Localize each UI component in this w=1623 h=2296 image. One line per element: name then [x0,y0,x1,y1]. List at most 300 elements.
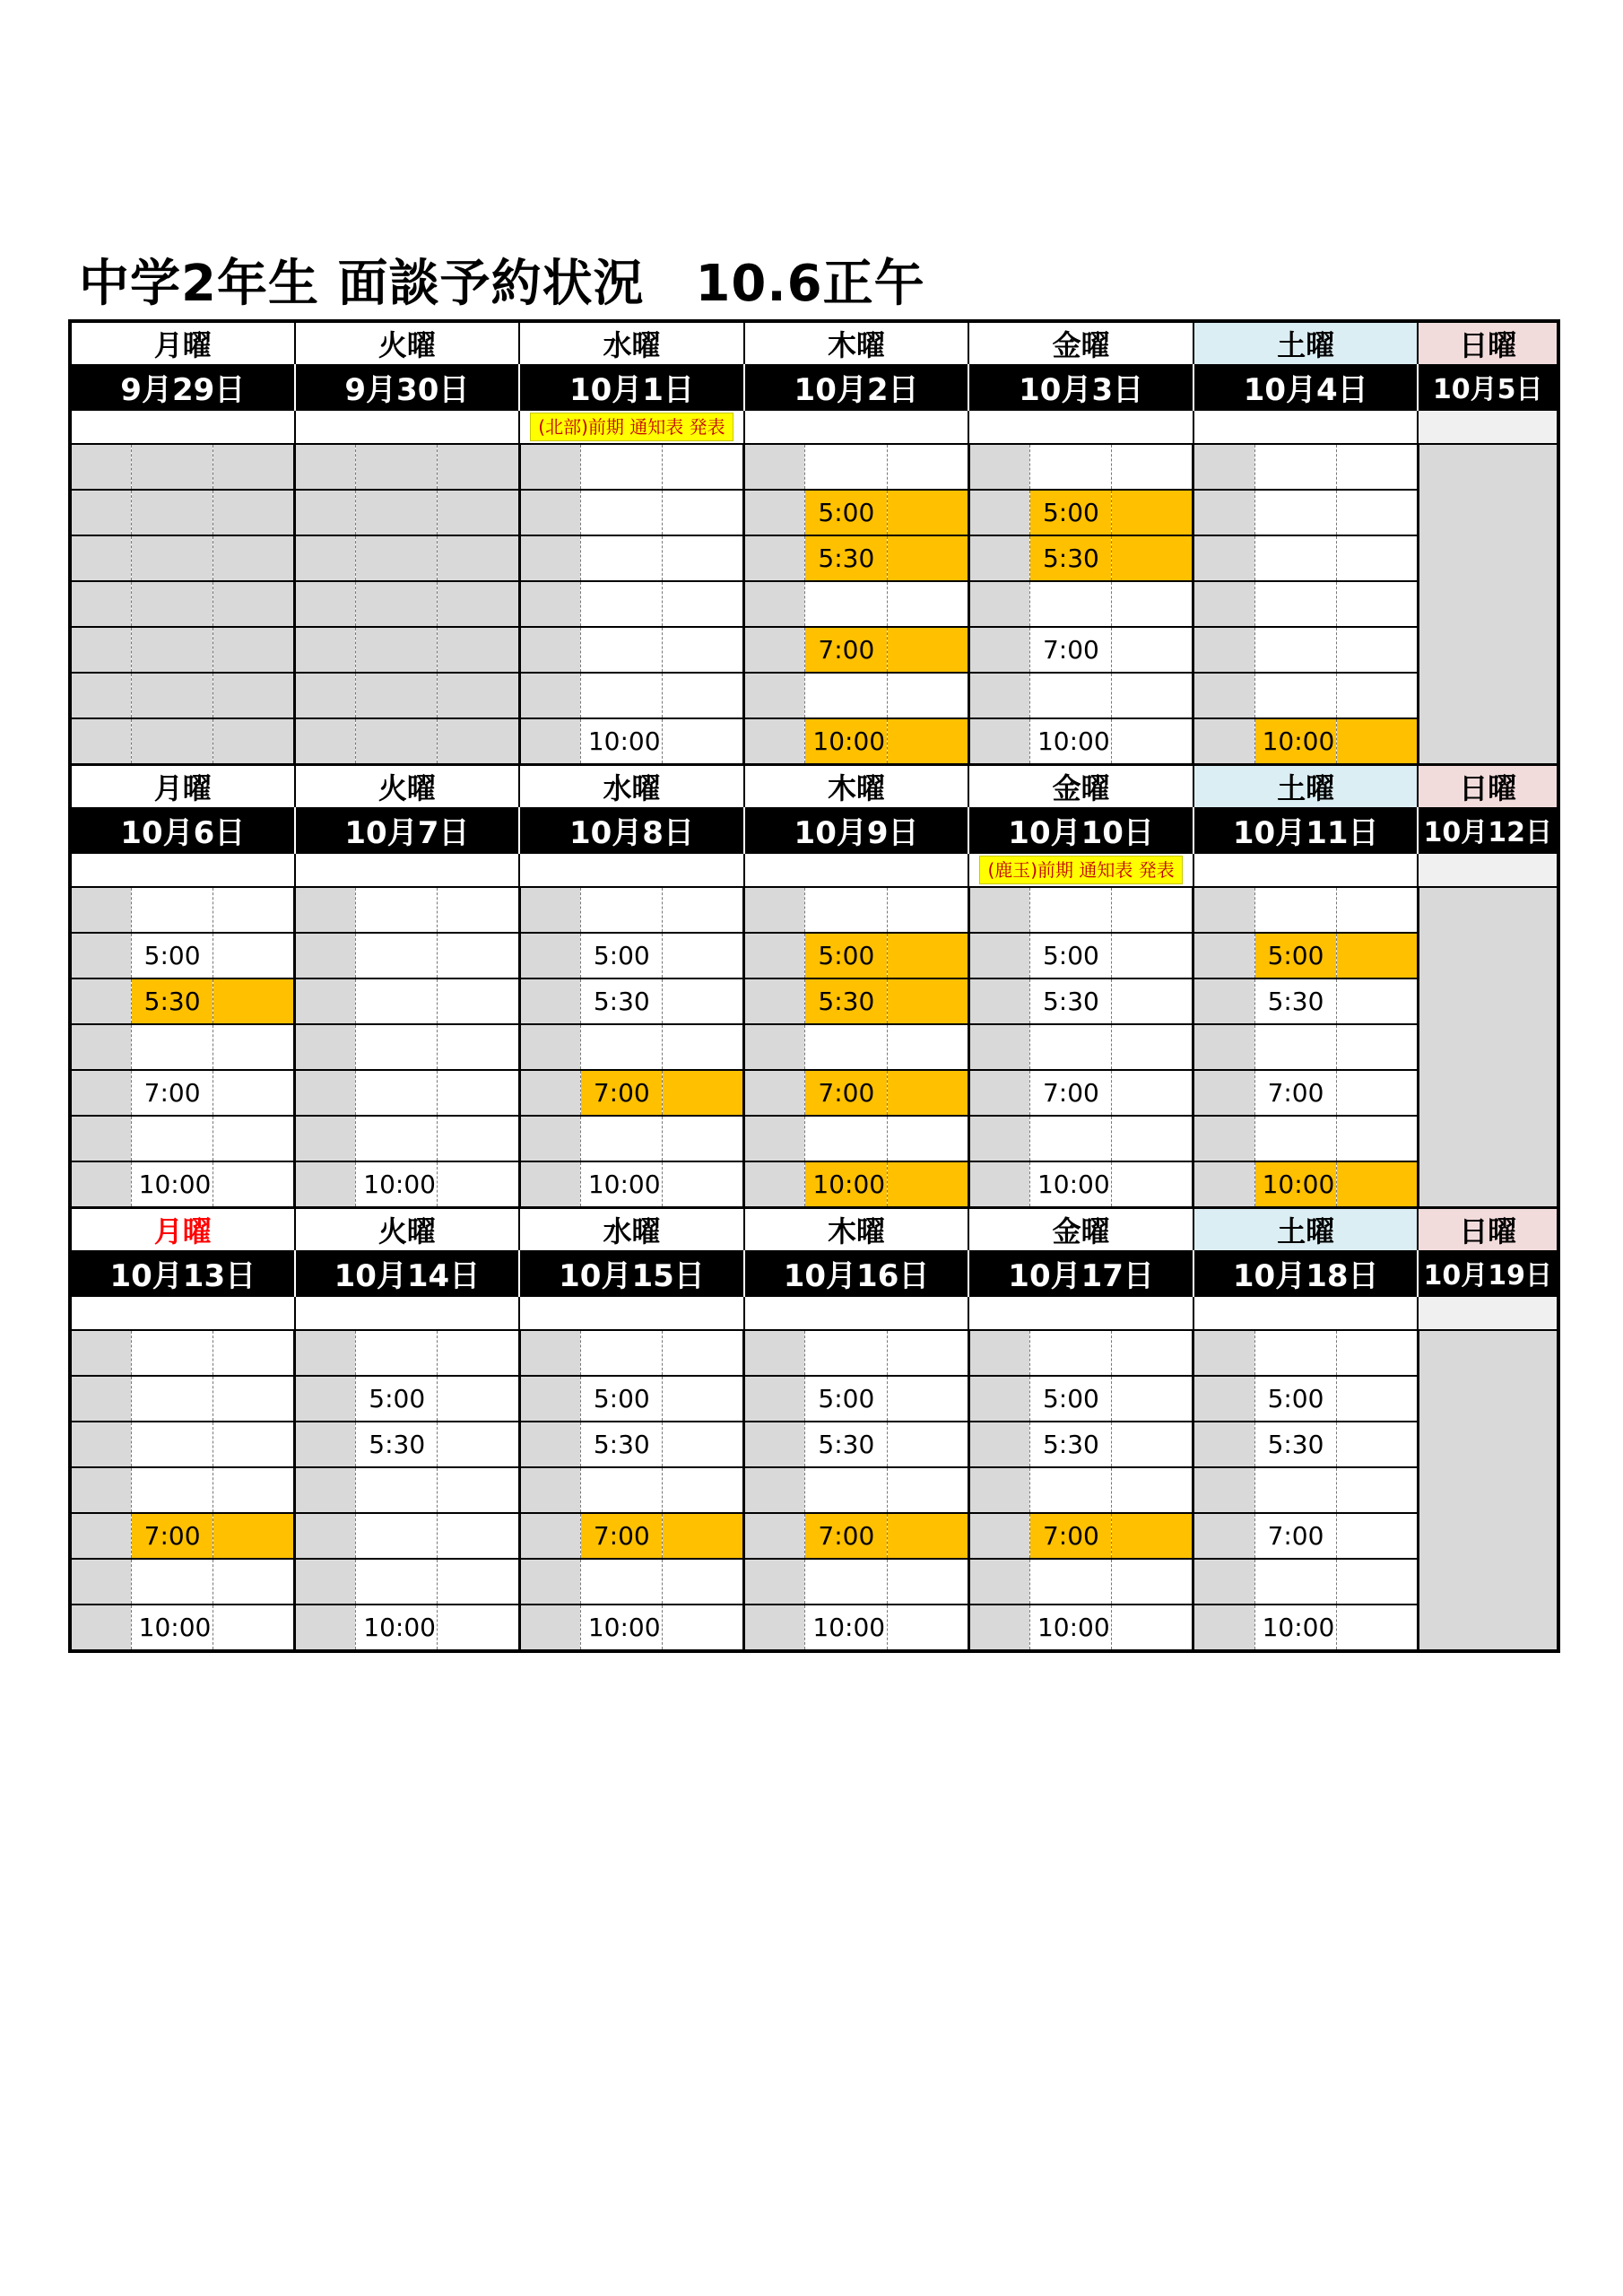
time-slot[interactable] [1254,1559,1336,1605]
blocked-cell [295,933,356,978]
time-slot[interactable]: 7:00 [1029,1070,1111,1116]
blocked-cell [744,1559,805,1605]
slot-extension [1336,535,1418,581]
time-slot[interactable] [131,490,213,535]
date-header-row [70,364,1558,410]
blocked-cell [744,1070,805,1116]
date-header-row [70,807,1558,853]
date-label: 10月15日 [519,1250,744,1296]
time-slot[interactable] [356,718,438,765]
booked-slot[interactable]: 10:00 [1254,1161,1336,1208]
blocked-cell [1193,1513,1254,1559]
time-slot[interactable] [1029,1330,1111,1376]
time-slot[interactable] [131,1376,213,1422]
slot-extension [1112,535,1193,581]
blocked-cell [1193,978,1254,1024]
time-slot[interactable]: 7:00 [1254,1070,1336,1116]
blocked-cell [70,1161,131,1208]
time-slot[interactable] [1029,1116,1111,1161]
blocked-cell [744,978,805,1024]
blocked-cell [744,627,805,673]
note-cell [295,1296,520,1330]
blocked-cell [519,627,580,673]
time-slot[interactable]: 5:00 [580,1376,662,1422]
booked-slot[interactable]: 5:00 [1029,490,1111,535]
time-slot[interactable]: 5:30 [1254,978,1336,1024]
time-slot[interactable]: 5:00 [580,933,662,978]
slot-extension [1112,933,1193,978]
blocked-cell [295,673,356,718]
weekday-label: 水曜 [519,321,744,364]
time-slot[interactable] [131,718,213,765]
time-slot[interactable]: 5:00 [356,1376,438,1422]
time-slot[interactable] [356,673,438,718]
time-slot[interactable] [805,1559,887,1605]
time-slot[interactable] [1254,490,1336,535]
time-slot[interactable] [131,581,213,627]
time-slot[interactable] [356,1024,438,1070]
time-slot[interactable] [805,887,887,933]
note-cell [968,853,1193,887]
slot-extension [1336,1024,1418,1070]
slot-extension [213,1605,294,1651]
time-slot[interactable] [805,444,887,490]
time-slot[interactable] [131,1422,213,1467]
slot-extension [1336,673,1418,718]
blocked-cell [70,1376,131,1422]
time-slot[interactable]: 10:00 [1029,1161,1111,1208]
time-slot[interactable]: 10:00 [1254,1605,1336,1651]
booked-slot[interactable]: 7:00 [1029,1513,1111,1559]
slot-extension [663,718,744,765]
time-slot-row [70,1605,1558,1651]
time-slot[interactable] [805,673,887,718]
time-slot[interactable] [356,978,438,1024]
weekday-label: 木曜 [744,765,969,808]
blocked-cell [968,581,1029,627]
time-slot[interactable] [1254,887,1336,933]
slot-extension [887,1467,968,1513]
time-slot[interactable] [356,444,438,490]
blocked-cell [1193,1161,1254,1208]
slot-extension [438,1161,519,1208]
blocked-cell [744,444,805,490]
blocked-cell [519,933,580,978]
blocked-cell [70,1559,131,1605]
blocked-cell [968,1116,1029,1161]
time-slot[interactable] [1029,887,1111,933]
blocked-cell [295,1330,356,1376]
blocked-cell [1193,627,1254,673]
time-slot[interactable] [356,627,438,673]
booked-slot[interactable]: 10:00 [805,718,887,765]
blocked-cell [519,1376,580,1422]
blocked-cell [744,933,805,978]
booked-slot[interactable]: 5:30 [1029,535,1111,581]
slot-extension [438,581,519,627]
blocked-cell [519,1024,580,1070]
booked-slot[interactable]: 5:30 [131,978,213,1024]
time-slot[interactable]: 10:00 [1029,718,1111,765]
time-slot-row [70,490,1558,535]
time-slot[interactable]: 5:30 [1029,978,1111,1024]
slot-extension [1336,887,1418,933]
blocked-cell [519,1605,580,1651]
slot-extension [887,581,968,627]
time-slot[interactable] [356,1116,438,1161]
booked-slot[interactable]: 5:00 [805,490,887,535]
slot-extension [438,490,519,535]
time-slot[interactable] [356,535,438,581]
slot-extension [1112,1161,1193,1208]
slot-extension [438,933,519,978]
time-slot[interactable] [356,1513,438,1559]
blocked-cell [295,627,356,673]
slot-extension [1112,1116,1193,1161]
slot-extension [887,1116,968,1161]
blocked-cell [968,1024,1029,1070]
blocked-cell [1193,1024,1254,1070]
slot-extension [438,1024,519,1070]
time-slot[interactable] [131,444,213,490]
blocked-cell [70,1024,131,1070]
time-slot[interactable]: 5:30 [805,1422,887,1467]
booked-slot[interactable]: 7:00 [580,1513,662,1559]
date-label: 10月16日 [744,1250,969,1296]
slot-extension [213,1559,294,1605]
time-slot-row [70,1116,1558,1161]
blocked-cell [70,978,131,1024]
slot-extension [213,1070,294,1116]
time-slot[interactable] [805,581,887,627]
time-slot[interactable]: 5:30 [1254,1422,1336,1467]
slot-extension [887,535,968,581]
slot-extension [887,490,968,535]
time-slot[interactable] [1029,1024,1111,1070]
blocked-cell [70,933,131,978]
booked-slot[interactable]: 7:00 [131,1513,213,1559]
sunday-closed-cell [1418,1330,1558,1651]
time-slot[interactable] [580,1330,662,1376]
slot-extension [1336,1422,1418,1467]
weekday-label: 火曜 [295,1208,520,1251]
time-slot[interactable] [1254,444,1336,490]
time-slot[interactable] [580,535,662,581]
time-slot[interactable] [580,1024,662,1070]
blocked-cell [519,490,580,535]
booked-slot[interactable]: 5:30 [805,535,887,581]
note-cell [968,1296,1193,1330]
time-slot[interactable] [580,627,662,673]
booked-slot[interactable]: 7:00 [805,627,887,673]
slot-extension [438,978,519,1024]
time-slot[interactable]: 10:00 [580,1161,662,1208]
slot-extension [663,1330,744,1376]
time-slot[interactable]: 5:00 [1029,1376,1111,1422]
time-slot[interactable]: 10:00 [356,1605,438,1651]
time-slot[interactable] [131,1116,213,1161]
weekday-label: 月曜 [70,1208,295,1251]
blocked-cell [968,1559,1029,1605]
blocked-cell [295,1422,356,1467]
note-cell [519,853,744,887]
slot-extension [1112,1376,1193,1422]
time-slot[interactable] [805,1330,887,1376]
blocked-cell [1193,490,1254,535]
slot-extension [438,673,519,718]
slot-extension [213,444,294,490]
time-slot-row [70,627,1558,673]
blocked-cell [744,1513,805,1559]
time-slot[interactable] [131,673,213,718]
time-slot[interactable]: 10:00 [131,1161,213,1208]
slot-extension [887,1422,968,1467]
blocked-cell [1193,581,1254,627]
note-cell [70,853,295,887]
time-slot-row [70,673,1558,718]
time-slot[interactable] [1254,535,1336,581]
booked-slot[interactable]: 7:00 [805,1513,887,1559]
slot-extension [887,1376,968,1422]
blocked-cell [744,1116,805,1161]
blocked-cell [968,1070,1029,1116]
time-slot[interactable] [580,444,662,490]
time-slot[interactable]: 5:30 [580,1422,662,1467]
time-slot[interactable]: 10:00 [805,1605,887,1651]
announcement-note: (鹿玉)前期 通知表 発表 [979,856,1182,884]
time-slot[interactable] [356,1559,438,1605]
time-slot[interactable] [580,1116,662,1161]
blocked-cell [295,444,356,490]
time-slot[interactable] [1029,581,1111,627]
slot-extension [887,718,968,765]
weekday-label: 水曜 [519,1208,744,1251]
time-slot[interactable] [1254,1116,1336,1161]
time-slot[interactable] [580,673,662,718]
blocked-cell [519,444,580,490]
slot-extension [1112,1422,1193,1467]
slot-extension [213,1330,294,1376]
blocked-cell [295,1070,356,1116]
booked-slot[interactable]: 7:00 [580,1070,662,1116]
date-label: 10月9日 [744,807,969,853]
date-label-sunday: 10月12日 [1418,807,1558,853]
slot-extension [213,1161,294,1208]
blocked-cell [1193,1116,1254,1161]
booked-slot[interactable]: 10:00 [805,1161,887,1208]
booked-slot[interactable]: 5:30 [805,978,887,1024]
time-slot[interactable] [131,627,213,673]
slot-extension [663,1513,744,1559]
blocked-cell [1193,933,1254,978]
date-label: 9月29日 [70,364,295,410]
time-slot[interactable]: 10:00 [131,1605,213,1651]
time-slot[interactable] [131,1467,213,1513]
time-slot[interactable] [356,581,438,627]
blocked-cell [70,718,131,765]
time-slot[interactable]: 10:00 [580,718,662,765]
slot-extension [887,1513,968,1559]
time-slot[interactable] [356,1330,438,1376]
blocked-cell [968,887,1029,933]
time-slot[interactable] [1254,673,1336,718]
slot-extension [213,718,294,765]
time-slot[interactable]: 10:00 [580,1605,662,1651]
time-slot[interactable]: 5:30 [356,1422,438,1467]
time-slot[interactable] [580,581,662,627]
time-slot[interactable] [805,1024,887,1070]
slot-extension [213,1422,294,1467]
time-slot[interactable] [131,535,213,581]
time-slot[interactable] [1254,627,1336,673]
blocked-cell [295,1376,356,1422]
time-slot[interactable]: 7:00 [1254,1513,1336,1559]
slot-extension [663,1116,744,1161]
blocked-cell [70,490,131,535]
blocked-cell [968,673,1029,718]
slot-extension [887,1559,968,1605]
time-slot[interactable] [580,887,662,933]
blocked-cell [70,1116,131,1161]
time-slot[interactable]: 5:30 [1029,1422,1111,1467]
blocked-cell [968,535,1029,581]
time-slot[interactable]: 5:00 [131,933,213,978]
slot-extension [663,1024,744,1070]
note-row [70,410,1558,444]
note-row [70,1296,1558,1330]
booked-slot[interactable]: 10:00 [1254,718,1336,765]
blocked-cell [295,1467,356,1513]
time-slot[interactable]: 7:00 [1029,627,1111,673]
date-label: 10月18日 [1193,1250,1419,1296]
time-slot[interactable] [356,887,438,933]
slot-extension [213,1024,294,1070]
slot-extension [1336,978,1418,1024]
date-label-sunday: 10月19日 [1418,1250,1558,1296]
time-slot[interactable] [356,1467,438,1513]
time-slot[interactable] [131,1559,213,1605]
date-label: 10月2日 [744,364,969,410]
booked-slot[interactable]: 5:00 [805,933,887,978]
slot-extension [438,535,519,581]
weekday-label: 月曜 [70,321,295,364]
sunday-closed-cell [1418,887,1558,1208]
date-label: 9月30日 [295,364,520,410]
time-slot-row [70,444,1558,490]
note-row [70,853,1558,887]
blocked-cell [968,1467,1029,1513]
blocked-cell [519,535,580,581]
blocked-cell [1193,535,1254,581]
time-slot[interactable]: 10:00 [356,1161,438,1208]
weekday-label: 金曜 [968,321,1193,364]
slot-extension [1336,627,1418,673]
blocked-cell [1193,1467,1254,1513]
time-slot[interactable] [580,1467,662,1513]
blocked-cell [744,1024,805,1070]
weekday-label: 金曜 [968,1208,1193,1251]
time-slot[interactable] [1254,1467,1336,1513]
date-label: 10月10日 [968,807,1193,853]
time-slot[interactable]: 7:00 [131,1070,213,1116]
slot-extension [1112,1467,1193,1513]
slot-extension [663,1559,744,1605]
blocked-cell [1193,1605,1254,1651]
time-slot[interactable] [356,490,438,535]
blocked-cell [968,1605,1029,1651]
time-slot[interactable] [1029,673,1111,718]
blocked-cell [70,673,131,718]
time-slot[interactable] [356,933,438,978]
blocked-cell [1193,1559,1254,1605]
time-slot[interactable] [805,1116,887,1161]
slot-extension [663,978,744,1024]
time-slot-row [70,887,1558,933]
slot-extension [887,444,968,490]
time-slot[interactable] [131,1330,213,1376]
date-label: 10月4日 [1193,364,1419,410]
time-slot[interactable] [1254,1330,1336,1376]
time-slot[interactable]: 5:00 [1029,933,1111,978]
time-slot[interactable]: 5:00 [1254,1376,1336,1422]
slot-extension [438,1513,519,1559]
slot-extension [1112,1024,1193,1070]
time-slot[interactable] [580,490,662,535]
slot-extension [1112,887,1193,933]
booked-slot[interactable]: 7:00 [805,1070,887,1116]
time-slot[interactable] [1029,1559,1111,1605]
time-slot[interactable] [131,887,213,933]
slot-extension [887,1070,968,1116]
slot-extension [213,1467,294,1513]
time-slot[interactable]: 10:00 [1029,1605,1111,1651]
time-slot[interactable] [131,1024,213,1070]
slot-extension [1336,718,1418,765]
time-slot[interactable]: 5:30 [580,978,662,1024]
booked-slot[interactable]: 5:00 [1254,933,1336,978]
time-slot[interactable] [1029,444,1111,490]
time-slot[interactable] [1254,1024,1336,1070]
slot-extension [663,1467,744,1513]
time-slot[interactable]: 5:00 [805,1376,887,1422]
time-slot[interactable] [805,1467,887,1513]
weekday-header-row [70,321,1558,364]
slot-extension [213,933,294,978]
time-slot[interactable] [1254,581,1336,627]
slot-extension [887,1161,968,1208]
slot-extension [1112,444,1193,490]
blocked-cell [1193,718,1254,765]
blocked-cell [519,1467,580,1513]
blocked-cell [70,627,131,673]
time-slot-row [70,1422,1558,1467]
slot-extension [1112,1559,1193,1605]
blocked-cell [744,490,805,535]
blocked-cell [968,718,1029,765]
time-slot-row [70,933,1558,978]
blocked-cell [968,490,1029,535]
time-slot-row [70,1070,1558,1116]
blocked-cell [519,887,580,933]
date-label: 10月8日 [519,807,744,853]
schedule-table [68,319,1560,1653]
time-slot[interactable] [580,1559,662,1605]
blocked-cell [744,535,805,581]
time-slot[interactable] [1029,1467,1111,1513]
date-label: 10月7日 [295,807,520,853]
time-slot-row [70,978,1558,1024]
time-slot[interactable] [356,1070,438,1116]
